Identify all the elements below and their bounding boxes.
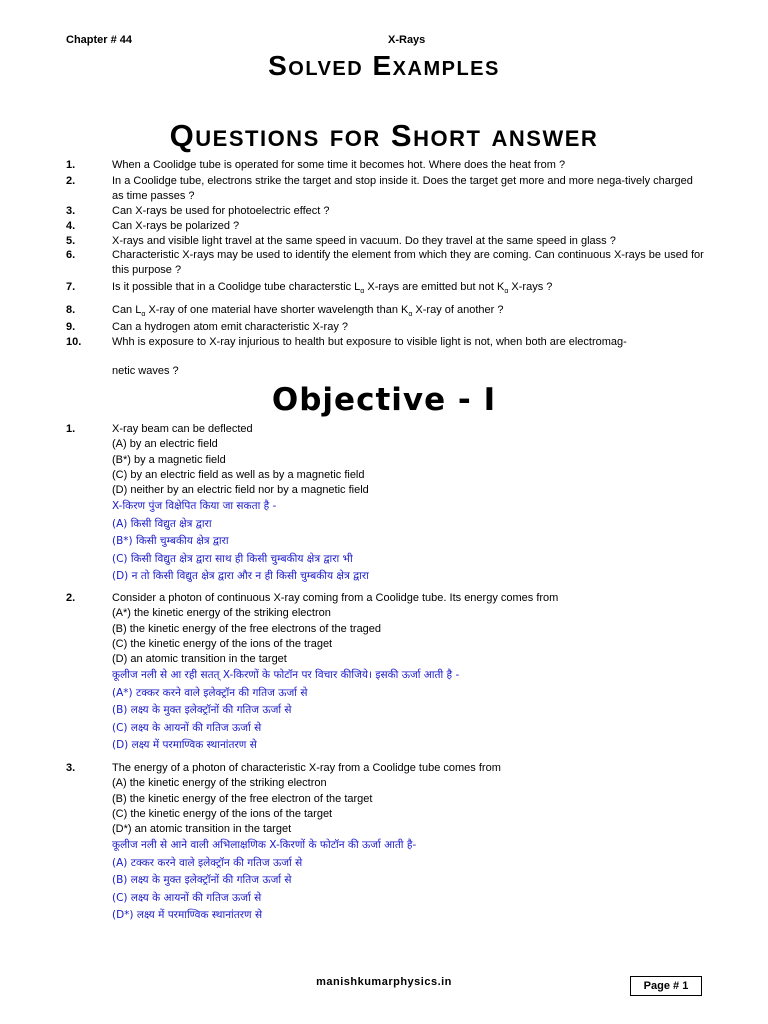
hindi-option: (B*) किसी चुम्बकीय क्षेत्र द्वारा <box>112 535 229 548</box>
option: (D) neither by an electric field nor by a magnetic field <box>112 484 369 497</box>
solved-examples-title: Solved Examples <box>268 50 500 81</box>
hindi-question: X-किरण पुंज विक्षेपित किया जा सकता है - <box>112 500 277 513</box>
footer-site-link[interactable]: manishkumarphysics.in <box>316 976 452 988</box>
option: (C) the kinetic energy of the ions of the traget <box>112 637 333 650</box>
hindi-option: (B) लक्ष्य के मुक्त इलेक्ट्रॉनों की गतिज ऊर्जा से <box>112 874 292 887</box>
question-text: The energy of a photon of characteristic X-ray from a Coolidge tube comes from <box>112 762 501 774</box>
option: (C) the kinetic energy of the ions of the target <box>112 807 333 820</box>
page-header <box>0 34 768 50</box>
hindi-option: (D*) लक्ष्य में परमाण्विक स्थानांतरण से <box>112 909 263 922</box>
option: (B*) by a magnetic field <box>112 453 226 466</box>
objective-title: Objective - I <box>271 382 497 418</box>
option: (D*) an atomic transition in the target <box>112 823 292 836</box>
question-text: X-ray beam can be deflected <box>112 423 253 435</box>
page-number-box: Page # 1 <box>630 976 702 996</box>
chapter-label: Chapter # 44 <box>66 34 133 46</box>
hindi-option: (A) टक्कर करने वाले इलेक्ट्रॉन की गतिज ऊर्जा से <box>112 856 303 869</box>
hindi-option: (C) लक्ष्य के आयनों की गतिज ऊर्जा से <box>112 721 262 734</box>
option: (A*) the kinetic energy of the striking electron <box>112 607 331 620</box>
hindi-question: कूलीज नली से आने वाली अभिलाक्षणिक X-किरणों के फोटॉन की ऊर्जा आती है- <box>112 839 417 852</box>
hindi-option: (C) किसी विद्युत क्षेत्र द्वारा साथ ही किसी चुम्बकीय क्षेत्र द्वारा भी <box>112 552 353 565</box>
document-page: Chapter # 44 X-Rays Solved Examples Questions for Short answer 1. When a Coolidge tube is operated for some time it becomes hot. Where does the heat from ? 2. In a Coolidge tube, electrons strike the target and stop inside it. Does the target get more and more nega-tively charged as time passes ? 3. Can X-rays be used for photoelectric effect ? 4. Can X-rays be polarized ? 5. X-rays and visible light travel at the same speed in vacuum. Do they travel at the same speed in glass ? 6. Characteristic X-rays may be used to identify the element from which they are coming. Can continuous X-rays be used for this purpose ? 7. Is it possible that in a Coolidge tube characterstic $L_\alpha$ X-rays are emitted but not $K_\alpha$ X-rays ? 8. Can $L_\alpha$ X-ray of one material have shorter wavelength than $K_\alpha$ X-ray of another ? 9. Can a hydrogen atom emit characteristic X-ray ? 10. Whh is exposure to X-ray injurious to health but exposure to visible light is not, when both are electromag- netic waves ? Objective - I 1. X-ray beam can be deflected (A) by an electric field (B*) by a magnetic field (C) by an electric field as well as by a magnetic field (D) neither by an electric field nor by a magnetic field X-किरण पुंज विक्षेपित किया जा सकता है - (A) किसी विद्युत क्षेत्र द्वारा (B*) किसी चुम्बकीय क्षेत्र द्वारा (C) किसी विद्युत क्षेत्र द्वारा साथ ही किसी चुम्बकीय क्षेत्र द्वारा भी (D) न तो किसी विद्युत क्षेत्र द्वारा और न ही किसी चुम्बकीय क्षेत्र द्वारा 2. Consider a photon of continuous X-ray coming from a Coolidge tube. Its energy comes from (A*) the kinetic energy of the striking electron (B) the kinetic energy of the free electrons of the traged (C) the kinetic energy of the ions of the traget (D) an atomic transition in the target कूलीज नली से आ रही सतत् X-किरणों के फोटॉन पर विचार कीजिये। इसकी ऊर्जा आती है - (A*) टक्कर करने वाले इलेक्ट्रॉन की गतिज ऊर्जा से (B) लक्ष्य के मुक्त इलेक्ट्रॉनों की गतिज ऊर्जा से (C) लक्ष्य के आयनों की गतिज ऊर्जा से (D) लक्ष्य में परमाण्विक स्थानांतरण से 3. The energy of a photon of characteristic X-ray from a Coolidge tube comes from (A) the kinetic energy of the striking electron (B) the kinetic energy of the free electron of the target (C) the kinetic energy of the ions of the target (D*) an atomic transition in the target कूलीज नली से आने वाली अभिलाक्षणिक X-किरणों के फोटॉन की ऊर्जा आती है- (A) टक्कर करने वाले इलेक्ट्रॉन की गतिज ऊर्जा से (B) लक्ष्य के मुक्त इलेक्ट्रॉनों की गतिज ऊर्जा से (C) लक्ष्य के आयनों की गतिज ऊर्जा से (D*) लक्ष्य में परमाण्विक स्थानांतरण से manishkumarphysics.in Page # 1 <box>0 0 768 1024</box>
topic-label: X-Rays <box>388 34 426 46</box>
option: (A) the kinetic energy of the striking electron <box>112 777 327 790</box>
option: (C) by an electric field as well as by a magnetic field <box>112 468 365 481</box>
option: (B) the kinetic energy of the free electrons of the traged <box>112 622 382 635</box>
hindi-option: (D) न तो किसी विद्युत क्षेत्र द्वारा और न ही किसी चुम्बकीय क्षेत्र द्वारा <box>112 570 369 583</box>
hindi-question: कूलीज नली से आ रही सतत् X-किरणों के फोटॉन पर विचार कीजिये। इसकी ऊर्जा आती है - <box>112 669 460 682</box>
option: (B) the kinetic energy of the free electron of the target <box>112 792 373 805</box>
hindi-option: (C) लक्ष्य के आयनों की गतिज ऊर्जा से <box>112 891 262 904</box>
question-text: Consider a photon of continuous X-ray coming from a Coolidge tube. Its energy comes from <box>112 592 559 604</box>
hindi-option: (B) लक्ष्य के मुक्त इलेक्ट्रॉनों की गतिज ऊर्जा से <box>112 704 292 717</box>
option: (A) by an electric field <box>112 438 218 451</box>
hindi-option: (A) किसी विद्युत क्षेत्र द्वारा <box>112 517 212 530</box>
option: (D) an atomic transition in the target <box>112 653 287 666</box>
hindi-option: (A*) टक्कर करने वाले इलेक्ट्रॉन की गतिज ऊर्जा से <box>112 686 308 699</box>
short-answer-title: Questions for Short answer <box>169 118 599 153</box>
hindi-option: (D) लक्ष्य में परमाण्विक स्थानांतरण से <box>112 739 257 752</box>
